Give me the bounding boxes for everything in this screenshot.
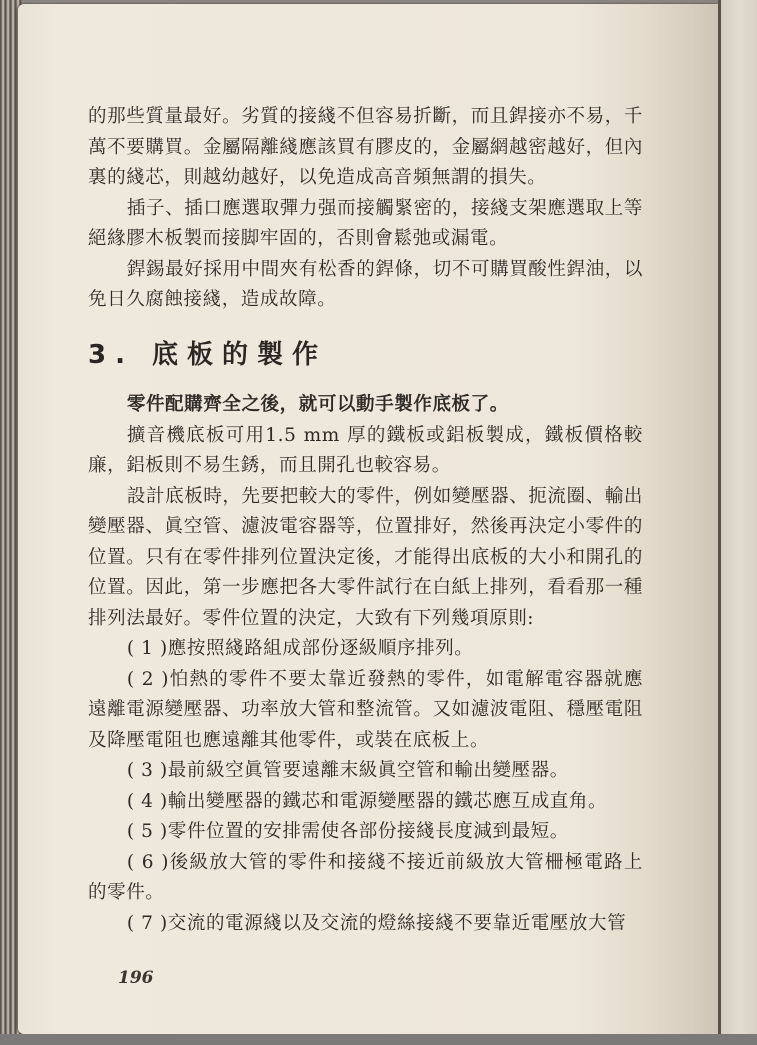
paragraph: 插子、插口應選取彈力强而接觸緊密的，接綫支架應選取上等絕緣膠木板製而接脚牢固的，否則會鬆弛或漏電。: [88, 197, 643, 249]
list-item: ( 4 )輸出變壓器的鐵芯和電源變壓器的鐵芯應互成直角。: [126, 790, 608, 812]
facing-page-edge: [721, 0, 757, 1040]
paragraph: 零件配購齊全之後，就可以動手製作底板了。: [126, 394, 509, 415]
page-body: [88, 102, 643, 939]
paragraph: 設計底板時，先要把較大的零件，例如變壓器、扼流圈、輸出變壓器、眞空管、濾波電容器等，位置排好，然後再決定小零件的位置。只有在零件排列位置決定後，才能得出底板的大小和開孔的位置。因此，第一步應把各大零件試行在白紙上排列，看看那一種排列法最好。零件位置的決定，大致有下列幾項原則:: [88, 485, 643, 629]
page-number: 196: [118, 968, 154, 988]
section-title: 3. 底板的製作: [88, 339, 328, 370]
list-item: ( 7 )交流的電源綫以及交流的燈絲接綫不要靠近電壓放大管: [126, 912, 627, 934]
paragraph: 的那些質量最好。劣質的接綫不但容易折斷，而且銲接亦不易，千萬不要購買。金屬隔離綫應該買有膠皮的，金屬網越密越好，但內裏的綫芯，則越幼越好，以免造成高音頻無謂的損失。: [88, 106, 643, 188]
list-item: ( 5 )零件位置的安排需使各部份接綫長度減到最短。: [126, 821, 569, 842]
list-item: ( 2 )怕熱的零件不要太靠近發熱的零件，如電解電容器就應遠離電源變壓器、功率放大管和整流管。又如濾波電阻、穩壓電阻及降壓電阻也應遠離其他零件，或裝在底板上。: [88, 668, 643, 751]
scanner-bottom-edge: [0, 1034, 757, 1045]
paragraph: 擴音機底板可用1.5 mm 厚的鐵板或鋁板製成，鐵板價格較廉，鋁板則不易生銹，而且開孔也較容易。: [88, 424, 643, 476]
list-item: ( 6 )後級放大管的零件和接綫不接近前級放大管柵極電路上的零件。: [88, 851, 643, 903]
paragraph: 銲錫最好採用中間夾有松香的銲條，切不可購買酸性銲油，以免日久腐蝕接綫，造成故障。: [88, 258, 643, 310]
list-item: ( 1 )應按照綫路組成部份逐級順序排列。: [126, 638, 474, 659]
list-item: ( 3 )最前級空眞管要遠離末級眞空管和輸出變壓器。: [126, 760, 569, 781]
